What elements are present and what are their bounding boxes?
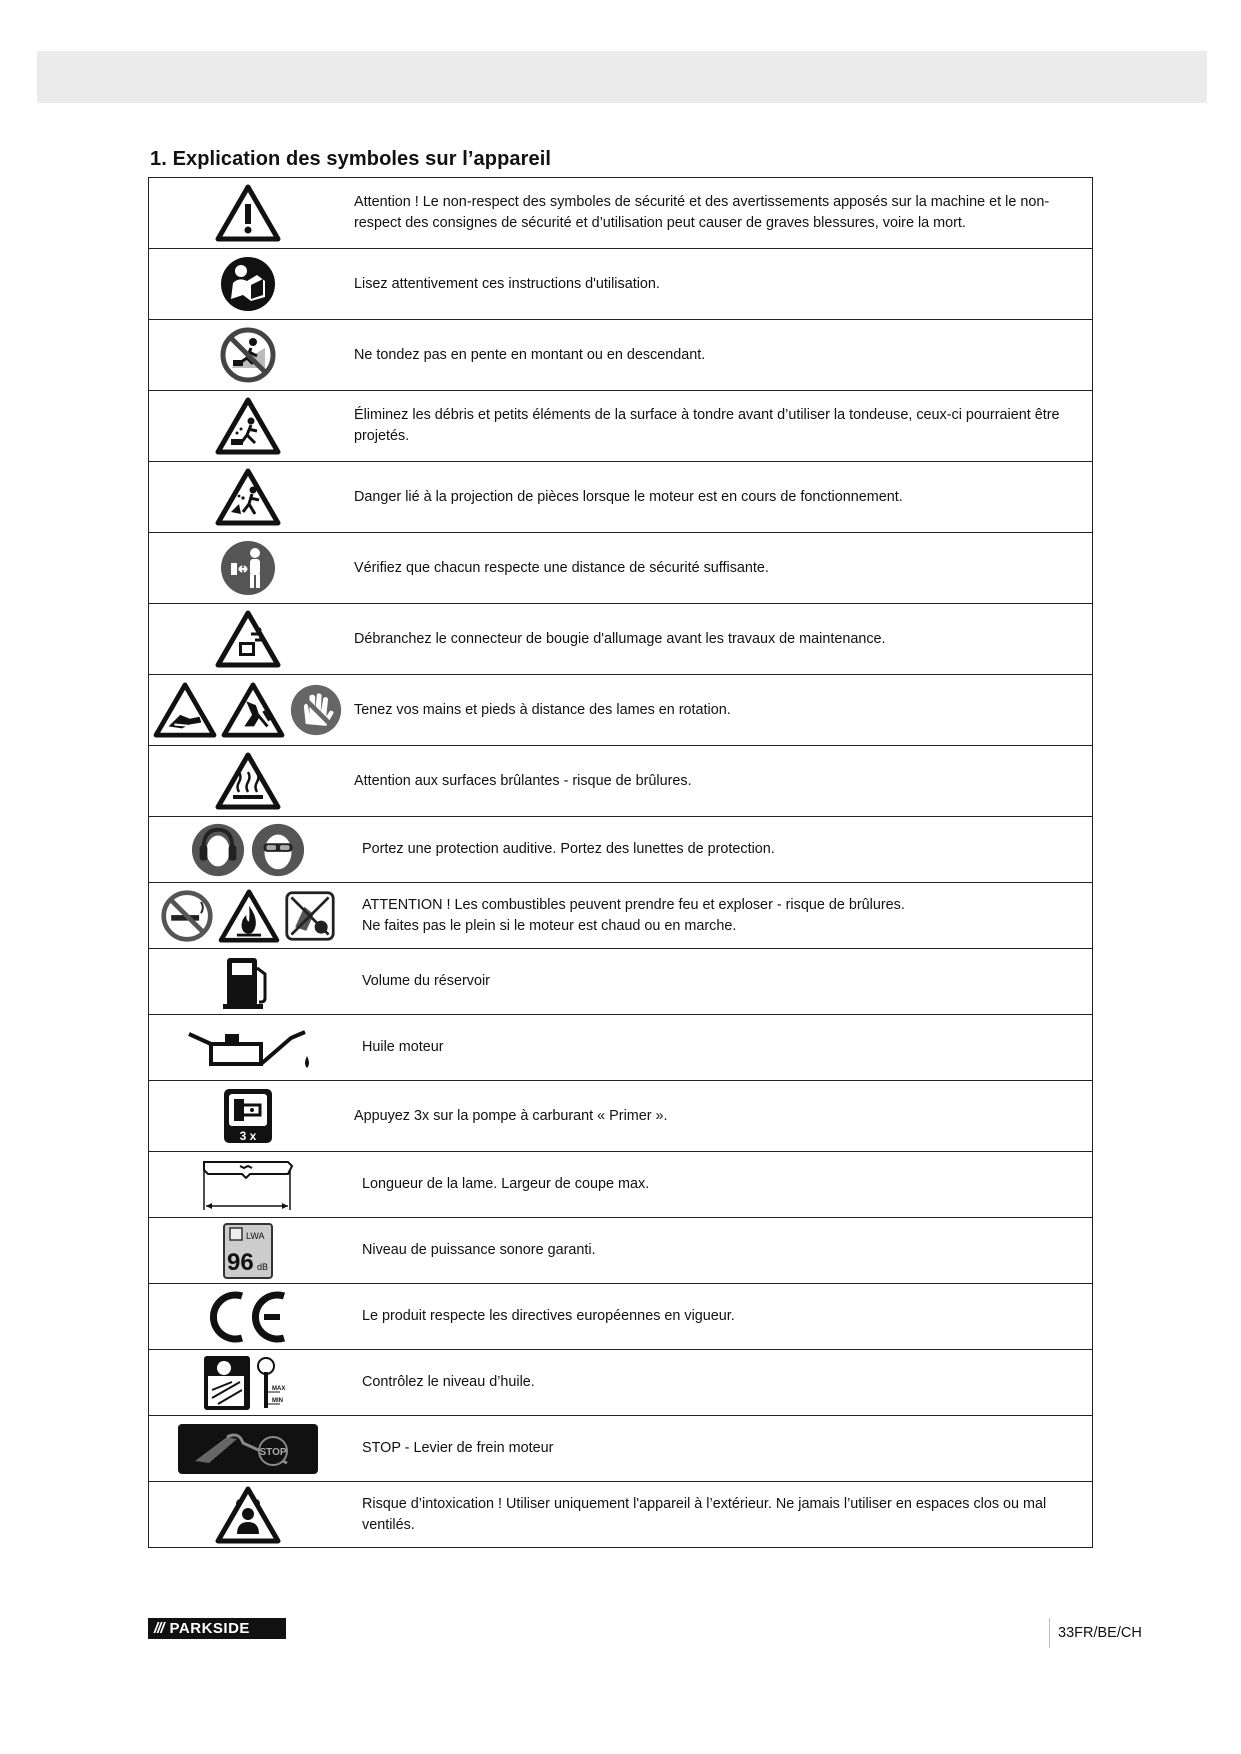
symbol-description: Contrôlez le niveau d’huile. [362, 1374, 535, 1390]
symbol-icons-cell [149, 1218, 348, 1284]
symbol-icons-cell [149, 675, 348, 746]
primer-pump-icon [222, 1087, 274, 1145]
symbol-description: Vérifiez que chacun respecte une distance de sécurité suffisante. [354, 559, 769, 576]
safety-distance-icon [219, 539, 277, 597]
symbol-description: Longueur de la lame. Largeur de coupe max. [362, 1176, 650, 1192]
read-manual-icon [219, 255, 277, 313]
symbol-description: Danger lié à la projection de pièces lorsque le moteur est en cours de fonctionnement. [354, 488, 903, 505]
symbol-row [149, 1482, 1093, 1548]
symbol-text-cell [347, 1081, 1093, 1152]
symbol-text-cell [347, 675, 1093, 746]
symbol-row [149, 1081, 1093, 1152]
symbol-row [149, 391, 1093, 462]
symbol-text-cell [347, 1284, 1093, 1350]
symbol-description: Lisez attentivement ces instructions d'utilisation. [354, 275, 660, 292]
primer-count-label: 3 x [239, 1129, 257, 1143]
symbol-text-cell [347, 604, 1093, 675]
max-label: MAX [272, 1385, 286, 1392]
sound-power-unit: dB [257, 1261, 269, 1272]
symbol-row [149, 533, 1093, 604]
symbol-row [149, 949, 1093, 1015]
ear-protection-icon [190, 822, 246, 878]
sound-power-value: 96 [227, 1248, 254, 1276]
blade-length-icon [200, 1156, 296, 1214]
symbol-text-cell [347, 391, 1093, 462]
symbols-table [148, 177, 1093, 1548]
symbol-description: Le produit respecte les directives européennes en vigueur. [362, 1308, 735, 1324]
symbol-text-cell [347, 817, 1093, 883]
symbol-row [149, 883, 1093, 949]
foot-blade-warning-icon [221, 682, 285, 738]
symbol-description: Débranchez le connecteur de bougie d'allumage avant les travaux de maintenance. [354, 630, 886, 647]
spark-plug-disconnect-icon [215, 610, 281, 668]
stop-brake-lever-icon [177, 1423, 319, 1475]
ce-mark-icon [208, 1288, 288, 1346]
symbol-description: Éliminez les débris et petits éléments de la surface à tondre avant d’utiliser la tondeuse, ceux-ci pourraient être projetés. [354, 407, 1060, 444]
symbol-description: Niveau de puissance sonore garanti. [362, 1242, 596, 1258]
symbol-icons-cell [149, 746, 348, 817]
section-title: Explication des symboles sur l’appareil [172, 148, 552, 170]
no-smoking-icon [160, 889, 214, 943]
stop-label: STOP [259, 1446, 287, 1458]
sound-power-label: LWA [246, 1230, 265, 1241]
oil-level-check-icon [202, 1354, 294, 1412]
fuel-pump-icon [221, 954, 275, 1010]
symbol-text-cell [347, 178, 1093, 249]
symbol-icons-cell [149, 1152, 348, 1218]
symbol-row [149, 1350, 1093, 1416]
symbol-text-cell [347, 949, 1093, 1015]
symbol-icons-cell [149, 1350, 348, 1416]
symbol-icons-cell [149, 391, 348, 462]
symbol-row [149, 249, 1093, 320]
section-heading [150, 148, 551, 171]
symbol-description: ATTENTION ! Les combustibles peuvent prendre feu et exploser - risque de brûlures. Ne faites pas le plein si le moteur est chaud ou en marche. [362, 896, 905, 934]
symbol-row [149, 462, 1093, 533]
hand-blade-warning-icon [153, 682, 217, 738]
logo-slashes: /// [154, 1620, 164, 1637]
no-slope-mowing-icon [219, 326, 277, 384]
top-header-bar [37, 51, 1207, 103]
min-label: MIN [272, 1397, 283, 1404]
symbol-description: STOP - Levier de frein moteur [362, 1440, 554, 1456]
no-refuel-hot-engine-icon [284, 890, 336, 942]
symbol-description: Attention aux surfaces brûlantes - risque de brûlures. [354, 772, 692, 789]
symbol-icons-cell [149, 1015, 348, 1081]
parkside-logo [148, 1618, 286, 1639]
intoxication-warning-icon [215, 1486, 281, 1544]
symbol-icons-cell [149, 320, 348, 391]
symbol-description: Portez une protection auditive. Portez des lunettes de protection. [362, 841, 775, 857]
symbol-icons-cell [149, 817, 348, 883]
logo-brand: PARKSIDE [169, 1620, 250, 1637]
symbol-icons-cell [149, 1416, 348, 1482]
symbol-icons-cell [149, 883, 348, 949]
symbol-text-cell [347, 1152, 1093, 1218]
symbol-row [149, 1284, 1093, 1350]
section-number: 1. [150, 148, 167, 170]
symbol-text-cell [347, 1218, 1093, 1284]
no-hands-icon [289, 683, 343, 737]
flammable-warning-icon [218, 889, 280, 943]
page-number: 33FR/BE/CH [1058, 1625, 1142, 1641]
eye-protection-icon [250, 822, 306, 878]
symbol-icons-cell [149, 462, 348, 533]
symbol-text-cell [347, 1416, 1093, 1482]
symbol-text-cell [347, 883, 1093, 949]
symbol-icons-cell [149, 1081, 348, 1152]
symbol-description: Attention ! Le non-respect des symboles de sécurité et des avertissements apposés sur la machine et le non-respect des consignes de sécurité et d’utilisation peut causer de graves blessures, voire la mort. [354, 194, 1050, 231]
warning-exclamation-icon [215, 184, 281, 242]
symbol-text-cell [347, 533, 1093, 604]
footer-divider [1049, 1618, 1050, 1648]
symbol-description: Appuyez 3x sur la pompe à carburant « Primer ». [354, 1107, 668, 1124]
symbol-row [149, 1015, 1093, 1081]
symbol-row [149, 675, 1093, 746]
projection-hazard-icon [215, 468, 281, 526]
symbol-icons-cell [149, 604, 348, 675]
symbol-row [149, 1152, 1093, 1218]
symbol-description: Risque d’intoxication ! Utiliser uniquement l'appareil à l’extérieur. Ne jamais l’utiliser en espaces clos ou mal ventilés. [362, 1495, 1047, 1533]
symbol-icons-cell [149, 249, 348, 320]
symbol-row [149, 1218, 1093, 1284]
symbol-description: Tenez vos mains et pieds à distance des lames en rotation. [354, 701, 731, 718]
symbol-text-cell [347, 462, 1093, 533]
symbol-icons-cell [149, 1284, 348, 1350]
oil-can-icon [181, 1022, 315, 1074]
symbol-row [149, 817, 1093, 883]
symbol-icons-cell [149, 1482, 348, 1548]
symbol-text-cell [347, 1015, 1093, 1081]
remove-debris-warning-icon [215, 397, 281, 455]
symbol-row [149, 320, 1093, 391]
symbol-icons-cell [149, 178, 348, 249]
symbol-icons-cell [149, 533, 348, 604]
symbol-text-cell [347, 1482, 1093, 1548]
symbol-text-cell [347, 1350, 1093, 1416]
symbol-row [149, 1416, 1093, 1482]
symbol-description: Ne tondez pas en pente en montant ou en descendant. [354, 346, 706, 363]
symbol-icons-cell [149, 949, 348, 1015]
symbol-text-cell [347, 249, 1093, 320]
symbol-row [149, 746, 1093, 817]
symbol-description: Volume du réservoir [362, 973, 490, 989]
symbol-row [149, 178, 1093, 249]
symbol-text-cell [347, 746, 1093, 817]
symbol-row [149, 604, 1093, 675]
sound-power-icon [222, 1222, 274, 1280]
hot-surface-warning-icon [215, 752, 281, 810]
symbol-description: Huile moteur [362, 1039, 444, 1055]
symbol-text-cell [347, 320, 1093, 391]
